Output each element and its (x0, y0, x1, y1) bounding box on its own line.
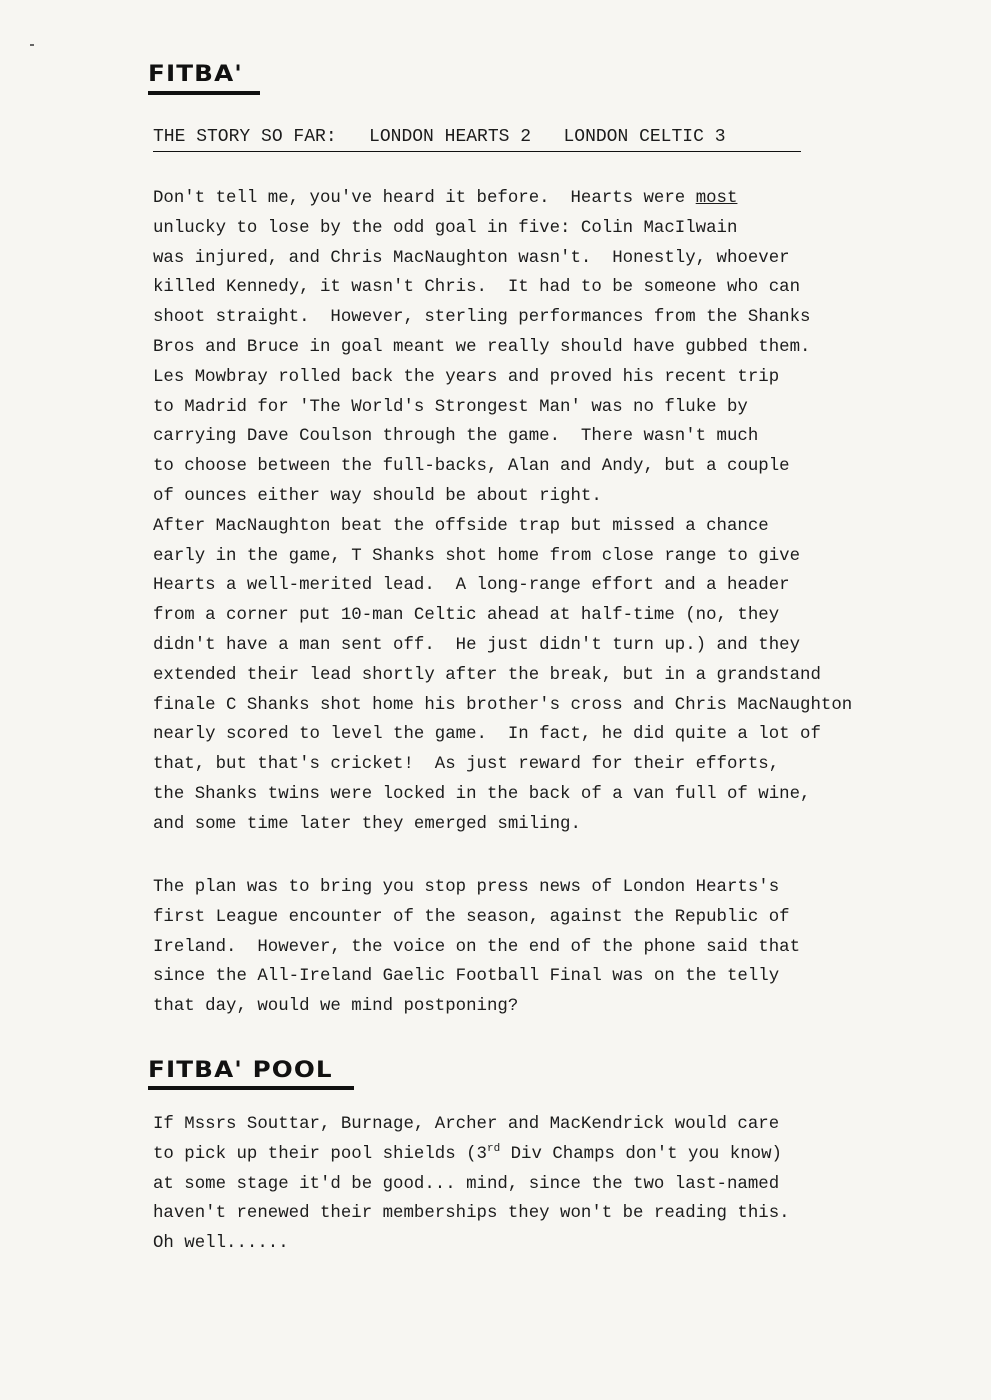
ordinal-suffix: rd (486, 1143, 501, 1155)
pool-line: If Mssrs Souttar, Burnage, Archer and MacKendrick would care (153, 1115, 780, 1134)
report-line: didn't have a man sent off. He just didn't turn up.) and they (153, 635, 801, 655)
section-title-underline (148, 91, 260, 95)
report-line: extended their lead shortly after the break, but in a grandstand (153, 665, 821, 685)
plan-paragraph (153, 873, 800, 1022)
pool-line: to pick up their pool shields (3 (153, 1144, 487, 1164)
section-title: FITBA' (148, 62, 243, 87)
match-result-heading: THE STORY SO FAR: LONDON HEARTS 2 LONDON CELTIC 3 (153, 124, 801, 152)
pool-title: FITBA' POOL (148, 1058, 333, 1083)
report-line: nearly scored to level the game. In fact, he did quite a lot of (153, 725, 821, 745)
report-line: the Shanks twins were locked in the back of a van full of wine, (153, 784, 811, 804)
pool-line: haven't renewed their memberships they won't be reading this. (153, 1204, 790, 1224)
report-line: from a corner put 10-man Celtic ahead at half-time (no, they (153, 606, 780, 626)
report-line: shoot straight. However, sterling performances from the Shanks (153, 308, 811, 328)
report-line: early in the game, T Shanks shot home from close range to give (153, 546, 801, 566)
report-line: Don't tell me, you've heard it before. Hearts were (153, 189, 696, 208)
emphasized-word: most (695, 189, 738, 208)
report-line: was injured, and Chris MacNaughton wasn't. Honestly, whoever (153, 248, 790, 268)
report-line: of ounces either way should be about right. (153, 486, 602, 506)
pool-line: at some stage it'd be good... mind, since the two last-named (153, 1174, 780, 1194)
report-line: Hearts a well-merited lead. A long-range effort and a header (153, 576, 790, 596)
pool-paragraph (153, 1110, 790, 1259)
report-line: to choose between the full-backs, Alan and Andy, but a couple (153, 457, 790, 477)
report-line: Bros and Bruce in goal meant we really should have gubbed them. (153, 337, 811, 357)
report-line: to Madrid for 'The World's Strongest Man' was no fluke by (153, 397, 748, 417)
pool-title-underline (148, 1086, 354, 1090)
pool-line: Oh well...... (153, 1234, 289, 1254)
match-report-paragraph (153, 184, 852, 840)
plan-line: since the All-Ireland Gaelic Football Final was on the telly (153, 967, 780, 987)
report-line: carrying Dave Coulson through the game. There wasn't much (153, 427, 759, 447)
plan-line: Ireland. However, the voice on the end of the phone said that (153, 937, 801, 957)
report-line: killed Kennedy, it wasn't Chris. It had to be someone who can (153, 278, 801, 298)
report-line: that, but that's cricket! As just reward for their efforts, (153, 755, 780, 775)
report-line: Les Mowbray rolled back the years and proved his recent trip (153, 367, 780, 387)
report-line: unlucky to lose by the odd goal in five: Colin MacIlwain (153, 218, 738, 238)
pool-line: Div Champs don't you know) (500, 1144, 782, 1164)
plan-line: first League encounter of the season, against the Republic of (153, 907, 790, 927)
report-line: finale C Shanks shot home his brother's cross and Chris MacNaughton (153, 695, 853, 715)
report-line: and some time later they emerged smiling. (153, 814, 581, 834)
scan-mark (30, 44, 34, 46)
plan-line: that day, would we mind postponing? (153, 997, 519, 1017)
report-line: After MacNaughton beat the offside trap but missed a chance (153, 516, 769, 536)
plan-line: The plan was to bring you stop press news of London Hearts's (153, 878, 780, 897)
